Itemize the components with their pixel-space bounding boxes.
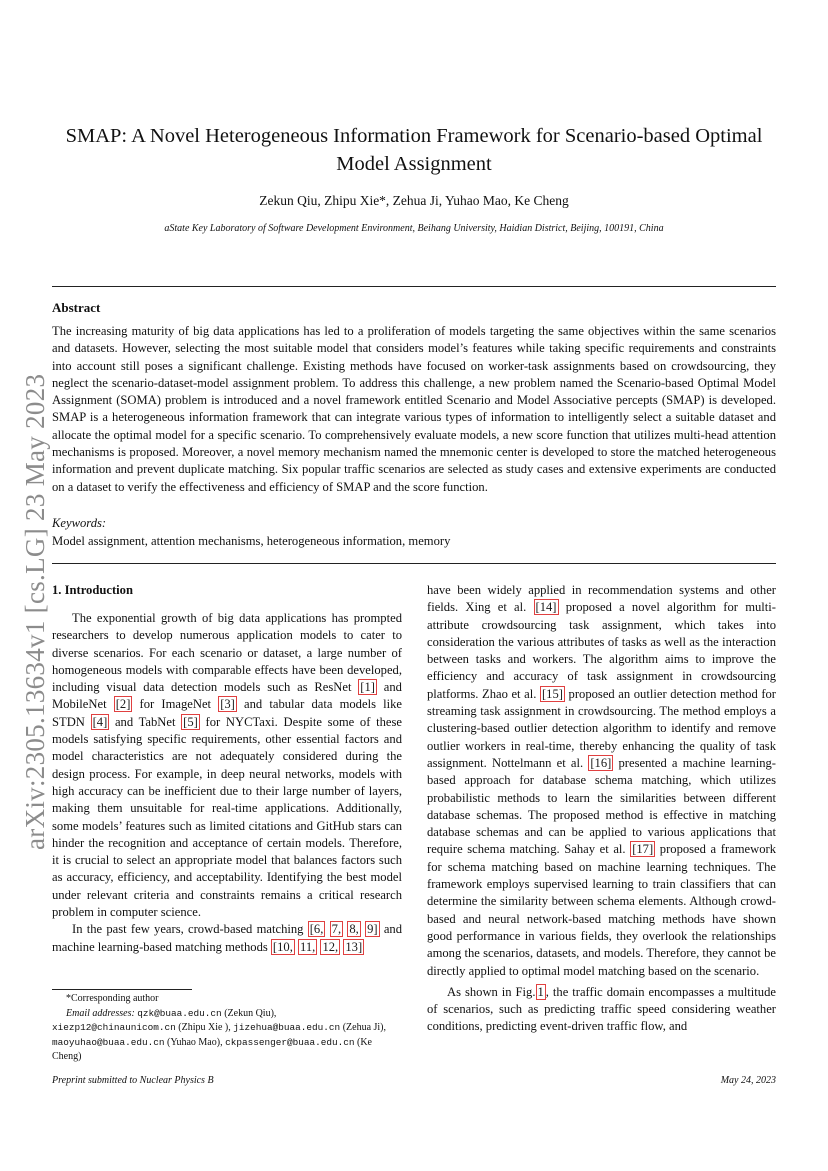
footer-date: May 24, 2023 [720,1075,776,1086]
citation-link[interactable]: [4] [92,714,108,729]
email-link[interactable]: maoyuhao@buaa.edu.cn [52,1036,165,1048]
citation-link[interactable]: 9] [367,922,378,937]
footnote-rule [52,989,192,990]
paragraph: The exponential growth of big data applications has prompted researchers to develop numerous application models to cater to diverse scenarios. For each scenario or dataset, a large number of homogeneous models with comparable effects have been developed, including visual data detection models such as ResNet [1] and MobileNet [2] for ImageNet [3] and tabular data models like STDN [4] and TabNet [5] for NYCTaxi. Despite some of these models satisfying specific requirements, other essential factors and model characteristics are not adequately considered during the design process. For example, in deep neural networks, models with high accuracy can be inefficient due to their large number of layers, making them unsuitable for real-time applications. Additionally, some models’ features such as limited citations and GitHub stars can hinder the recognition and acceptance of certain models. Therefore, it is crucial to select an appropriate model that balances factors such as accuracy, efficiency, and acceptability. Identifying the best model under relevant criteria and constraints remains a critical research problem in computer science. [52,611,402,920]
figure-link[interactable]: 1 [537,984,544,999]
footnote [52,992,402,1065]
email-line: xiezp12@chinaunicom.cn (Zhipu Xie ), jizehua@buaa.edu.cn (Zehua Ji), maoyuhao@buaa.edu.cn (Yuhao Mao), ckpassenger@buaa.edu.cn (Ke Cheng) [52,1022,387,1063]
citation-link[interactable]: [15] [541,686,563,701]
arxiv-stamp: arXiv:2305.13634v1 [cs.LG] 23 May 2023 [20,373,50,850]
right-column [427,582,776,1036]
paragraph: In the past few years, crowd-based matching [6, 7, 8, 9] and machine learning-based matching methods [10, 11, 12, 13] [52,922,403,954]
citation-link[interactable]: 7, [331,922,342,937]
left-column [52,610,402,956]
citation-link[interactable]: 11, [300,939,316,954]
citation-link[interactable]: [6, [309,922,324,937]
citation-link[interactable]: [17] [632,842,654,857]
citation-link[interactable]: 12, [322,939,339,954]
bottom-rule [52,563,776,564]
paper-title: SMAP: A Novel Heterogeneous Information Framework for Scenario-based Optimal Model Assignment [65,125,763,175]
email-link[interactable]: xiezp12@chinaunicom.cn [52,1022,176,1034]
citation-link[interactable]: [5] [183,714,198,729]
citation-link[interactable]: [10, [272,939,293,954]
top-rule [52,286,776,287]
keywords-heading: Keywords: [52,516,107,530]
email-link[interactable]: jizehua@buaa.edu.cn [233,1022,341,1034]
paragraph: As shown in Fig. 1 , the traffic domain encompasses a multitude of scenarios, such as predicting traffic speed considering weather conditions, predicting event-driven traffic flow, and [427,984,776,1034]
affiliation: aState Key Laboratory of Software Development Environment, Beihang University, Haidian District, Beijing, 100191, China [164,223,664,234]
keywords-list: Model assignment, attention mechanisms, heterogeneous information, memory [52,534,451,548]
section-heading: 1. Introduction [52,583,133,597]
citation-link[interactable]: [2] [115,697,131,712]
citation-link[interactable]: [1] [360,680,375,695]
citation-link[interactable]: [14] [535,600,557,615]
email-link[interactable]: ckpassenger@buaa.edu.cn [225,1036,355,1048]
email-link[interactable]: qzk@buaa.edu.cn [137,1007,222,1019]
footer-journal: Preprint submitted to Nuclear Physics B [52,1075,214,1086]
citation-link[interactable]: 13] [345,939,363,954]
abstract-heading: Abstract [52,300,101,315]
corresponding-note: *Corresponding author [66,993,159,1004]
abstract-body: The increasing maturity of big data applications has led to a proliferation of models targeting the same objectives within the same scenarios and datasets. However, selecting the most suitable model that considers model’s features while taking specific requirements and constraints into account still poses a significant challenge. Existing methods have focused on worker-task assignments based on crowdsourcing, they neglect the scenario-dataset-model assignment problem. To address this challenge, a new problem named the Scenario-based Optimal Model Assignment (SOMA) problem is introduced and a novel framework entitled Scenario and Model Associative percepts (SMAP) is developed. SMAP is a heterogeneous information framework that can integrate various types of information to intelligently select a suitable dataset and allocate the optimal model for a specific scenario. To comprehensively evaluate models, a new score function that utilizes multi-head attention mechanisms is proposed. Moreover, a novel memory mechanism named the mnemonic center is developed to store the matched heterogeneous information and prevent duplicate matching. Six popular traffic scenarios are selected as study cases and extensive experiments are conducted on a dataset to verify the effectiveness and efficiency of SMAP and the score function. [52,324,776,494]
citation-link[interactable]: 8, [349,922,359,937]
paragraph: have been widely applied in recommendation systems and other fields. Xing et al. [14] proposed a novel algorithm for multi-attribute crowdsourcing task assignment, which takes into consideration the various attributes of tasks as well as the interaction between tasks and workers. The algorithm aims to improve the efficiency and accuracy of task assignment in crowdsourcing platforms. Zhao et al. [15] proposed an outlier detection method for streaming task assignment in crowdsourcing. The method employs a clustering-based outlier detection algorithm to identify and remove outlier workers in real-time, thereby enhancing the quality of task assignment. Nottelmann et al. [16] presented a machine learning-based approach for database schema matching, which utilizes probabilistic methods to learn the similarities between different database schemas. The proposed method is effective in matching database schemas and can be applied to various applications that require schema matching. Sahay et al. [17] proposed a framework for schema matching based on machine learning techniques. The framework employs supervised learning to train classifiers that can determine the similarity between schema elements. Although crowd-based and neural network-based matching methods have shown good performance in various fields, they overlook the relationships among the scenarios, datasets, and models. Therefore, they cannot be directly applied to optimal model matching based on the scenario. [427,583,777,978]
author-list: Zekun Qiu, Zhipu Xie*, Zehua Ji, Yuhao Mao, Ke Cheng [259,193,569,208]
email-line: Email addresses: qzk@buaa.edu.cn (Zekun Qiu), [66,1007,277,1019]
citation-link[interactable]: [3] [220,697,235,712]
citation-link[interactable]: [16] [590,755,612,770]
